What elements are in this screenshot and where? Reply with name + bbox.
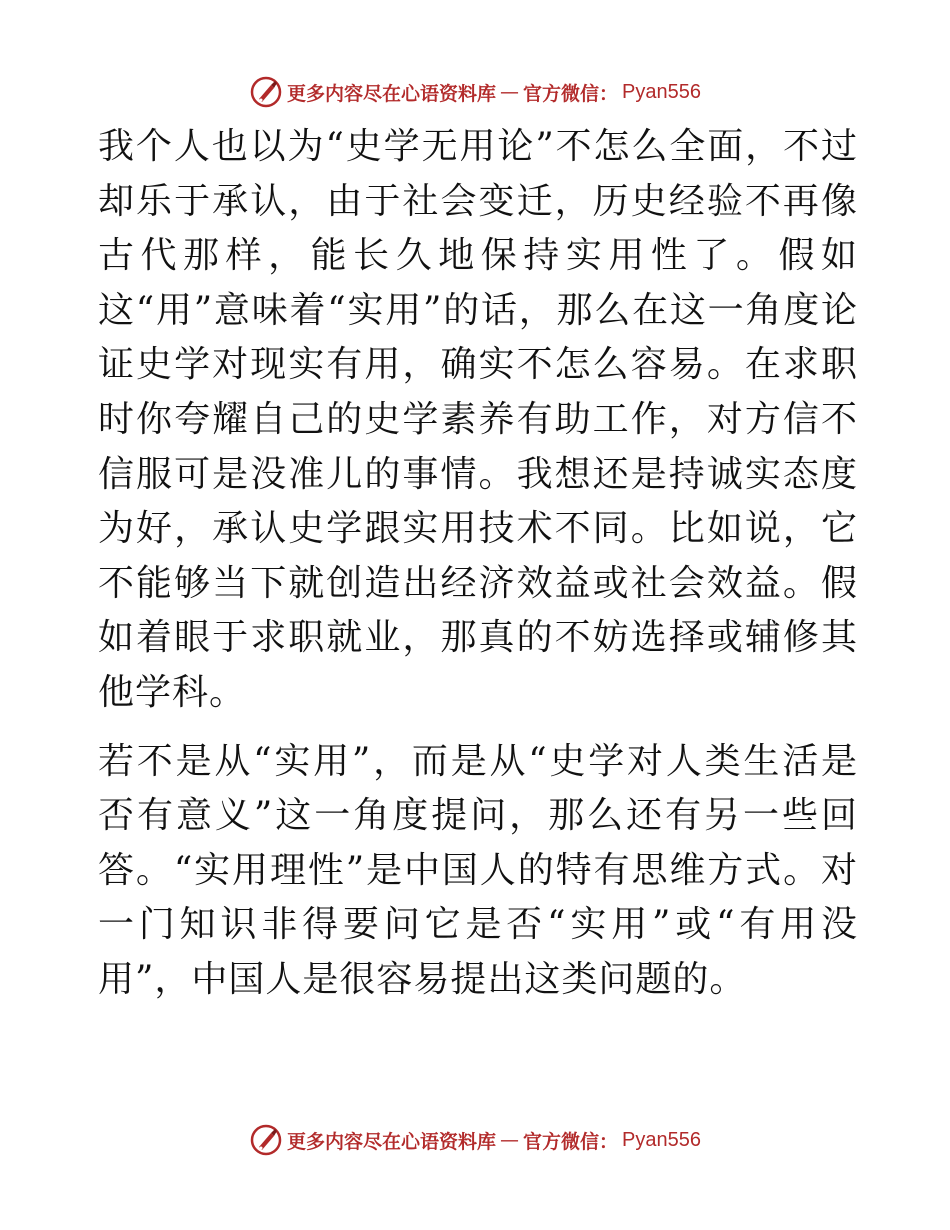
header-banner [0, 72, 950, 112]
footer-banner-inner [249, 1123, 701, 1157]
banner-dash: — [500, 1129, 520, 1151]
header-banner-inner [249, 75, 701, 109]
paragraph-2: 若不是从“实用”，而是从“史学对人类生活是否有意义”这一角度提问，那么还有另一些回答。“实用理性”是中国人的特有思维方式。对一门知识非得要问它是否“实用”或“有用没用”，中国人是很容易提出这类问题的。 [98, 740, 858, 1000]
banner-site-name: 更多内容尽在心语资料库 [287, 1130, 497, 1153]
pen-nib-logo-icon [249, 75, 283, 109]
banner-official-label: 官方微信： [523, 82, 619, 105]
document-body [98, 120, 858, 1008]
banner-wechat-id: Pyan556 [622, 80, 701, 103]
pen-nib-logo-icon [249, 1123, 283, 1157]
banner-official-label: 官方微信： [523, 1130, 619, 1153]
banner-site-name: 更多内容尽在心语资料库 [287, 82, 497, 105]
banner-dash: — [500, 81, 520, 103]
paragraph-1: 我个人也以为“史学无用论”不怎么全面，不过却乐于承认，由于社会变迁，历史经验不再像古代那样，能长久地保持实用性了。假如这“用”意味着“实用”的话，那么在这一角度论证史学对现实有用，确实不怎么容易。在求职时你夸耀自己的史学素养有助工作，对方信不信服可是没准儿的事情。我想还是持诚实态度为好，承认史学跟实用技术不同。比如说，它不能够当下就创造出经济效益或社会效益。假如着眼于求职就业，那真的不妨选择或辅修其他学科。 [98, 126, 858, 713]
footer-banner [0, 1120, 950, 1160]
banner-wechat-id: Pyan556 [622, 1128, 701, 1151]
